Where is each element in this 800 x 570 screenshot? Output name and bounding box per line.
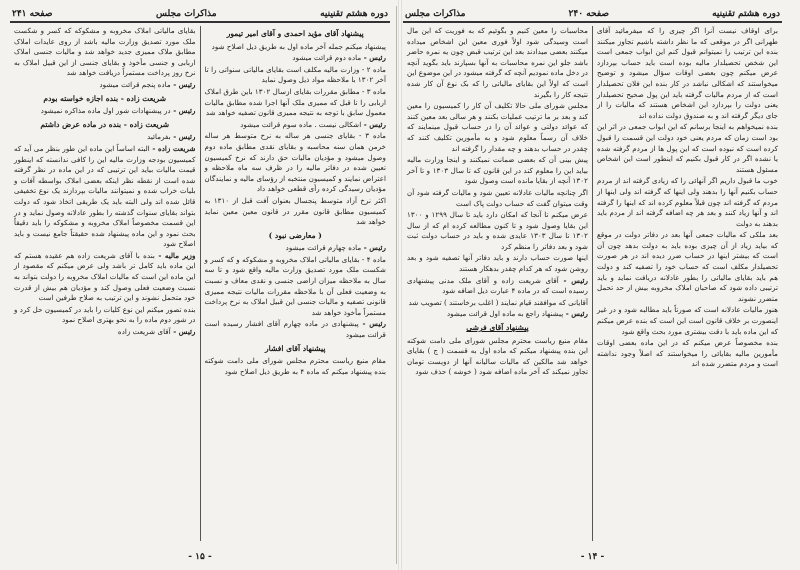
paragraph [407, 276, 588, 297]
speaker-name: رئیس - [170, 132, 196, 142]
paragraph-text: بنده تصور میکنم این نوع کلیات را باید در کمیسیون حل کرد و در شور دوم ماده را به نحو بهتری اصلاح نمود [14, 304, 196, 325]
section-heading: پیشنهاد آقای افشار [265, 343, 326, 353]
paragraph-text: آقای شریعت زاده و آقای ملک مدنی پیشنهادی رسیده است که در ماده ۴ عبارت ذیل اضافه شود [407, 275, 588, 296]
speaker-name: رئیس - [361, 53, 386, 63]
paragraph [14, 26, 196, 79]
paragraph-text: اشکالی نیست . ماده سوم قرائت میشود [240, 119, 362, 129]
paragraph [205, 196, 387, 228]
paragraph-text: ماده پنجم قرائت میشود [99, 79, 171, 89]
paragraph-text: بنده مخصوصاً عرض میکنم که در این ماده بعضی اوقات مأمورین مالیه بقایائی را میخواستند که اصلاً وجود نداشته است و مردم متضرر شده اند [597, 338, 778, 369]
speaker-name: وزیر مالیه - [154, 250, 196, 260]
paragraph-text: خوب ما قبول داریم اگر آنهائی را که زیادی گرفته اند از مردم حساب بکنیم آنها را بدهند ولی اینها که گرفته اند ولی اینها از مردم که گرفته اند چون قبلاً معلوم کرده اند که اینها را گرفته اند و آنها زیاد کنند و بعد هر چه اضافه گرفته اند از مردم باید بدهند به دولت [597, 176, 778, 228]
paragraph [597, 230, 778, 304]
paragraph [597, 26, 778, 121]
paragraph-text: مقام منیع ریاست محترم مجلس شورای ملی دامت شوکته این بنده پیشنهاد میکنم که ماده اول به قسمت ( ج ) بقایای خواهد شد مالکین که مالیات سالیانه آنها از دویست تومان تجاوز نمیکند که آخر ماده اضافه شود ( خوشه ) حذف شود [407, 335, 588, 377]
paragraph [407, 155, 588, 187]
speaker-name: رئیس - [170, 106, 196, 116]
paragraph-text: ماده ۳ - مطابق مقررات بقایای ازسال ۱۳۰۲ باین طرق املاک اربابی را تا قبل که ممیزی ملک آنها اجرا شده مطابق مالیات معمول سابق با توجه به نتیجه ممیزی قانون تصفیه خواهد شد [204, 86, 386, 118]
speaker-name: رئیس - [170, 79, 196, 89]
paragraph [205, 319, 387, 340]
paragraph [205, 65, 387, 86]
paragraph-text: ماده ۴ - بقایای مالیاتی املاک مخروبه و مشکوکه و که کسر و شکست ملک مورد تصدیق وزارت مالیه واقع شود و تا سه سال به ملاحظه میزان اراضی جنسی و نقدی معاف و نسبت به وضعیت فعلی آن با ملاحظه مقررات مالیات نتیجه ممیزی قانونی تصفیه و مالیات جنسی این قبیل املاک به نرخ پرداخت مستمراً مأخوذ خواهد شد [204, 254, 386, 317]
paragraph-text: بعد ملکی که مالیات جمعی آنها بعد در دفاتر دولت در موقع که بیاید زیاد از آن چیزی بوده باید به دولت بدهد چون آن است که بیشتر اینها در حساب ضرر دیده اند در هر صورت تحصیلدار مکلف است که حساب خود را تصفیه کند و دولت هم باید بقایای مالیاتی را بطور عادلانه دریافت نماید و باید ترتیبی داده شود که صاحبان املاک مخروبه بیش از حد تحمل متضرر نشوند [597, 230, 778, 303]
paragraph [407, 253, 588, 274]
left-page-label: صفحه ۲۴۱ [12, 9, 53, 19]
speaker-name: شریعت زاده - [149, 143, 196, 153]
paragraph [205, 87, 387, 119]
right-title: مذاکرات مجلس [405, 9, 466, 19]
paragraph-text: هنوز مالیات عادلانه است که صورتاً باید مطالبه شود و در غیر اینصورت بر خلاف قانون است این است که بنده عرض میکنم که این ماده باید با دقت بیشتری مورد بحث واقع شود [597, 305, 778, 336]
paragraph [205, 53, 387, 64]
paragraph-text: ماده چهارم قرائت میشود [285, 243, 362, 253]
paragraph-text: پیش بینی آن که بعضی ضمانت نمیکنند و اینجا وزارت مالیه بیاید این را معلوم کند در این قانون که تا سال ۱۳۰۳ و تا آخر ۱۳۰۲ آنچه از بقایا مانده است وصول شود [407, 155, 588, 186]
right-running-head [403, 8, 782, 23]
paragraph [14, 305, 196, 326]
paragraph [14, 327, 196, 338]
left-columns [10, 26, 390, 541]
paragraph [407, 298, 588, 309]
speaker-name: رئیس - [170, 327, 196, 337]
right-folio: - ۱۴ - [580, 552, 605, 562]
speaker-name: رئیس - [361, 119, 386, 129]
paragraph [205, 255, 387, 319]
paragraph [14, 144, 196, 250]
paragraph [14, 106, 196, 117]
left-session-label: دوره هشتم تقنینیه [320, 9, 388, 19]
paragraph [14, 80, 196, 91]
section-heading: پیشنهاد آقای فرشی [466, 323, 529, 333]
paragraph [407, 26, 588, 100]
paragraph [597, 122, 778, 175]
paragraph-text: بنده نمیخواهم به اینجا برسانم که این ابواب جمعی در اثر این بود است زمان که مردم یعنی خود دولت این قسمت را قبول کرده است که نبوده است که این پول ها از مردم گرفته شده یا نشده اگر در کار قبول بکنیم که اینطور است این اشخاص مسئول هستند [597, 122, 778, 174]
section-heading: شریعت زاده - بنده اجازه خواسته بودم [43, 93, 167, 103]
paragraph [597, 176, 778, 229]
paragraph-text: پیشنهادی در ماده چهارم آقای افشار رسیده است قرائت میشود [204, 319, 386, 340]
paragraph-text: ماده ۳ - بقایای جنسی هر ساله به نرخ متوسط هر ساله خرمن همان سنه محاسبه و بقایای نقدی مطابق ماده دوم وصول میشود و مؤدیان مالیات حق دارند که نرخ کمیسیون تعیین شده در دفاتر مالیه را در ظرف سه ماه ملاحظه و اعتراض نمایند و کمیسیون منتخبه از رؤسای مالیه و نمایندگان مؤدیان رسیدگی کرده رأی قطعی خواهد داد [204, 131, 386, 194]
speaker-name: رئیس - [358, 319, 386, 329]
paragraph [597, 338, 778, 370]
paragraph-text: ماده ۲ - وزارت مالیه مکلف است بقایای مالیاتی سنواتی را تا آخر ۱۳۰۲ با ملاحظه مواد ذیل وصول نماید [204, 64, 386, 85]
section-heading: شریعت زاده - بنده در ماده عرض داشتم [40, 119, 170, 129]
paragraph-text: البته اساساً این ماده این طور بنظر می آید که کمیسیون بودجه وزارت مالیه این را کافی ندانسته که اینطور قیمت مالیات بیاید این ترتیبی که در این ماده در نظر گرفته شده است از نقطه نظر اینکه بعضی املاک بواسطه آفات و بلیات خراب شده و نمیتوانند مالیات بپردازند یک نوع تخفیفی قائل شده اند ولی البته باید یک طریقی اتخاذ شود که دولت بتواند بقایای سنوات گذشته را بطور عادلانه وصول نماید و در این قسمت مخصوصاً املاک مخروبه و مشکوکه را باید دقیقاً بحث نمود و این ماده پیشنهاد شده حقیقتاً جامع نیست و باید اصلاح شود [14, 143, 196, 249]
speaker-name: رئیس - [563, 309, 588, 319]
right-page-label: صفحه ۲۴۰ [568, 9, 610, 19]
paragraph [205, 243, 387, 254]
paragraph-text: اینها صورت حساب دارند و باید دفاتر آنها تصفیه شود و بعد روشن شود که هر کدام چقدر بدهکار هستند [407, 253, 588, 274]
paragraph-text: محاسبات را معین کنیم و بگوئیم که به فوریت که این مال است وسیدگی شود اولاً فوری معین این اشخاص میداده میکنند بعضی میدادند بعد این ترتیب قبض چون یه نمره حاضر باشد جلو این نمره محاسبات به آنها بسپارند باید بگوید آنچه در دخل ماده نمودیم آنچه که گرفته میشود در این موضوع این است که اولاً این بقایای مالیاتی را که بک نوع آن کار شده نتیجه کار را بگیرند [407, 26, 588, 99]
paragraph-text: آقایانی که موافقند قیام نمایند ( اغلب برخاستند ) تصویب شد [408, 297, 588, 307]
paragraph-text: پیشنهاد راجع به ماده اول قرائت میشود [446, 309, 564, 319]
paragraph [407, 188, 588, 209]
paragraph [205, 120, 387, 131]
paragraph-text: اکثر نرخ آزاد متوسط پنجسال بعنوان آفت قبل از ۱۳۱۰ به کمیسیون مطابق قانون مقرر در قانون معین معین نماید خواهد شد [204, 195, 386, 227]
paragraph [597, 305, 778, 337]
paragraph [205, 131, 387, 195]
left-title: مذاکرات مجلس [156, 9, 217, 19]
paragraph-text: بقایای مالیاتی املاک مخروبه و مشکوکه که کسر و شکست ملک مورد تصدیق وزارت مالیه باشد از روی عایدات املاک مطابق ملاک ممیزی جدید خواهد شد و مالیات جنسی املاک اربابی و جنسی مأخوذ و بقایای جنسی از این قبیل املاک به نرخ روز پرداخت مستمراً دریافت خواهد شد [14, 26, 196, 78]
paragraph-text: مجلس شورای ملی حالا تکلیف آن کار را کمیسیون را معین کند و بعد بر ما ترتیب عملیات بکنند و هر سالی بعد معین کنند که عوائد دولتی و عوائد آن را در حساب قبول مینمایند که خلاف آن رسماً معلوم شود و به مأمورین تکلیف کنند که چقدر در حساب بدهند و چه مقدار را گرفته اند [407, 101, 588, 153]
left-page [4, 6, 396, 564]
right-page [396, 6, 788, 564]
paragraph-text: مقام منیع ریاست محترم مجلس شورای ملی دامت شوکته بنده پیشنهاد میکنم که ماده ۴ به طریق ذیل اصلاح شود [204, 356, 386, 376]
paragraph-text: عرض میکنم تا آنجا که امکان دارد باید تا سال ۱۲۹۹ و ۱۳۰۰ این بقایا وصول شود و تا کنون مطالعه کرده ام که از سال ۱۳۰۲ تا سال ۱۳۰۳ عایدی شده و باید در حساب دولت ثبت شود و بعد دفاتر را منظم کرد [407, 210, 588, 251]
right-columns [403, 26, 782, 541]
left-running-head [10, 8, 390, 23]
speaker-name: رئیس - [361, 243, 386, 253]
paragraph [407, 309, 588, 320]
paragraph-text: اگر چنانچه مالیات عادلانه تعیین شود و مالیات گرفته شود آن وقت میتوان گفت که حساب دولت پاک است [407, 187, 588, 208]
speaker-name: رئیس - [558, 275, 589, 285]
paragraph-text: ماده دوم قرائت میشود [292, 53, 362, 63]
paragraph [205, 42, 387, 53]
right-page-left-column [403, 26, 593, 541]
paragraph-text: برای اوقاف نیست آنرا اگر چیزی را که میفرمائید آقای طهرانی اگر در موقعی که ما نظر داشته باشیم تجاوز میکنند بنده این ترتیب را نمیتوانم قبول کنم این ابواب جمعی است این شخص تحصیلدار مالیه بوده است باید حساب بپردازد عرض میکنم چون بعضی اوقات سؤال میشود و توضیح میخواستند که اشکالی نباشد در کار بنده این فلان تحصیلدار است که از مردم مالیات گرفته باید این پول صحیح تحصیلدار یعنی دولت را بپردازد این اشخاص هستند که مالیات را از جای دیگر گرفته اند و به صندوق دولت نداده اند [597, 26, 778, 120]
right-page-right-column [593, 26, 782, 541]
left-page-right-column [201, 26, 391, 541]
right-session-label: دوره هشتم تقنینیه [712, 9, 780, 19]
paragraph-text: بنده با آقای شریعت زاده هم عقیده هستم که این ماده باید کامل تر باشد ولی عرض میکنم که مقصود از این ماده این است که مالیات املاک مخروبه را دولت بتواند به نسبت وضعیت فعلی وصول کند و مؤدیان هم بیش از قدرت خود متحمل نشوند و این ترتیب به صلاح طرفین است [14, 250, 196, 303]
paragraph [407, 101, 588, 154]
paragraph [205, 356, 387, 377]
paragraph-text: بفرمائید [147, 132, 171, 142]
paragraph [407, 210, 588, 252]
paragraph-text: آقای شریعت زاده [117, 327, 171, 337]
section-heading: پیشنهاد آقای مؤید احمدی و آقای امیر تیمور [226, 29, 364, 38]
paragraph-text: در پیشنهادات شور اول ماده مذاکره نمیشود [40, 106, 171, 116]
paragraph-text: پیشنهاد میکنم جمله آخر ماده اول به طریق ذیل اصلاح شود [211, 41, 386, 51]
paragraph [407, 336, 588, 378]
left-folio: - ۱۵ - [188, 552, 212, 562]
section-heading: ( معارضی نبود ) [268, 230, 322, 240]
left-page-left-column [10, 26, 201, 541]
paragraph [14, 251, 196, 304]
paragraph [14, 132, 196, 143]
